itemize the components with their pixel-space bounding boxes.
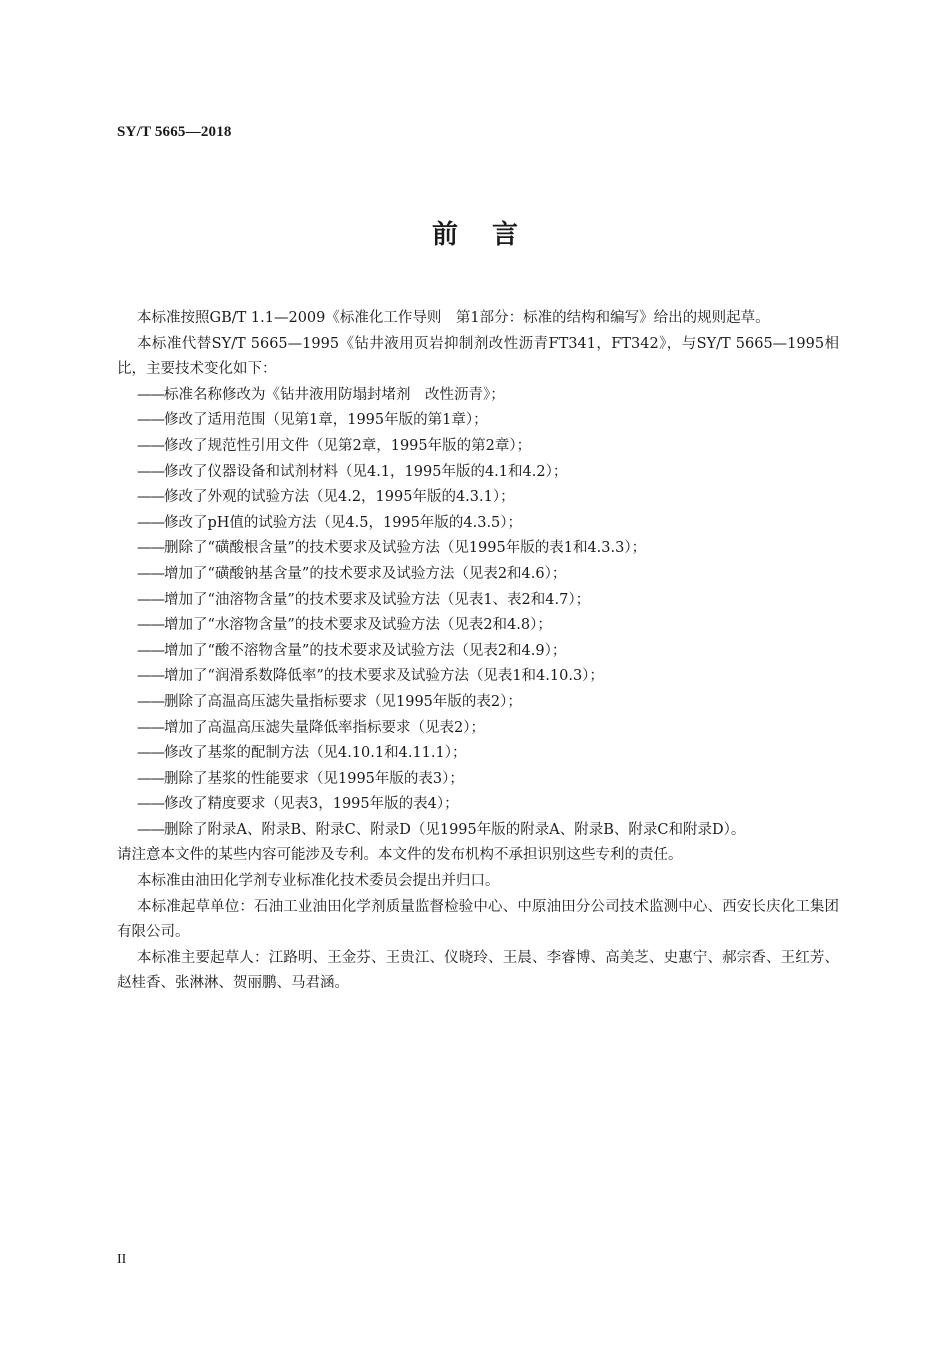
list-item-text: 修改了规范性引用文件（见第2章，1995年版的第2章）； xyxy=(164,437,532,454)
list-item xyxy=(117,818,839,844)
technical-changes-list xyxy=(117,383,839,844)
proposer-statement: 本标准由油田化学剂专业标准化技术委员会提出并归口。 xyxy=(137,873,500,890)
list-item-text: 标准名称修改为《钻井液用防塌封堵剂 改性沥青》； xyxy=(164,386,505,403)
list-item xyxy=(117,767,839,793)
list-item-text: 增加了“油溶物含量”的技术要求及试验方法（见表1、表2和4.7）； xyxy=(164,591,591,608)
list-dash: —— xyxy=(137,796,164,813)
list-item xyxy=(117,408,839,434)
list-dash: —— xyxy=(137,489,164,506)
list-dash: —— xyxy=(137,668,164,685)
patent-notice: 请注意本文件的某些内容可能涉及专利。本文件的发布机构不承担识别这些专利的责任。 xyxy=(117,847,683,864)
list-item xyxy=(117,716,839,742)
list-item-text: 增加了“酸不溶物含量”的技术要求及试验方法（见表2和4.9）； xyxy=(164,642,567,659)
list-dash: —— xyxy=(137,437,164,454)
list-item xyxy=(117,639,839,665)
list-item xyxy=(117,383,839,409)
list-dash: —— xyxy=(137,591,164,608)
list-dash: —— xyxy=(137,693,164,710)
page-number: II xyxy=(117,1252,127,1267)
list-dash: —— xyxy=(137,821,164,838)
list-item-text: 修改了仪器设备和试剂材料（见4.1，1995年版的4.1和4.2）； xyxy=(164,463,568,480)
list-item xyxy=(117,792,839,818)
list-item xyxy=(117,460,839,486)
list-dash: —— xyxy=(137,463,164,480)
list-item xyxy=(117,664,839,690)
list-item-text: 删除了高温高压滤失量指标要求（见1995年版的表2）； xyxy=(164,693,522,710)
list-item-text: 删除了基浆的性能要求（见1995年版的表3）； xyxy=(164,770,464,787)
list-item-text: 增加了“磺酸钠基含量”的技术要求及试验方法（见表2和4.6）； xyxy=(164,565,567,582)
list-item-text: 增加了高温高压滤失量降低率指标要求（见表2）； xyxy=(164,719,485,736)
list-item-text: 修改了精度要求（见表3，1995年版的表4）； xyxy=(164,796,459,813)
list-item xyxy=(117,511,839,537)
list-item xyxy=(117,434,839,460)
list-item xyxy=(117,588,839,614)
list-item xyxy=(117,485,839,511)
list-item xyxy=(117,562,839,588)
list-dash: —— xyxy=(137,540,164,557)
list-item-text: 删除了附录A、附录B、附录C、附录D（见1995年版的附录A、附录B、附录C和附录D）。 xyxy=(164,821,746,838)
list-item xyxy=(117,613,839,639)
foreword-body xyxy=(117,306,839,997)
page-title: 前言 xyxy=(431,220,552,250)
list-item xyxy=(117,536,839,562)
main-drafters: 本标准主要起草人：江路明、王金芬、王贵江、仪晓玲、王晨、李睿博、高美芝、史惠宁、郝宗香、王红芳、赵桂香、张淋淋、贺丽鹏、马君涵。 xyxy=(117,949,839,992)
list-item-text: 修改了外观的试验方法（见4.2，1995年版的4.3.1）； xyxy=(164,489,515,506)
list-item-text: 删除了“磺酸根含量”的技术要求及试验方法（见1995年版的表1和4.3.3）； xyxy=(164,540,647,557)
list-dash: —— xyxy=(137,719,164,736)
list-dash: —— xyxy=(137,617,164,634)
list-item xyxy=(117,741,839,767)
list-item-text: 增加了“水溶物含量”的技术要求及试验方法（见表2和4.8）； xyxy=(164,617,552,634)
list-item-text: 修改了基浆的配制方法（见4.10.1和4.11.1）； xyxy=(164,745,467,762)
list-item-text: 增加了“润滑系数降低率”的技术要求及试验方法（见表1和4.10.3）； xyxy=(164,668,604,685)
list-item xyxy=(117,690,839,716)
list-dash: —— xyxy=(137,745,164,762)
list-dash: —— xyxy=(137,386,164,403)
list-item-text: 修改了pH值的试验方法（见4.5，1995年版的4.3.5）； xyxy=(164,514,523,531)
replacement-paragraph: 本标准代替SY/T 5665—1995《钻井液用页岩抑制剂改性沥青FT341，FT342》，与SY/T 5665—1995相比，主要技术变化如下： xyxy=(117,335,839,378)
drafting-rules-paragraph: 本标准按照GB/T 1.1—2009《标准化工作导则 第1部分：标准的结构和编写》给出的规则起草。 xyxy=(137,310,770,326)
list-dash: —— xyxy=(137,770,164,787)
drafting-units: 本标准起草单位：石油工业油田化学剂质量监督检验中心、中原油田分公司技术监测中心、西安长庆化工集团有限公司。 xyxy=(117,898,839,941)
document-code: SY/T 5665—2018 xyxy=(117,124,232,140)
list-dash: —— xyxy=(137,642,164,659)
list-dash: —— xyxy=(137,565,164,582)
list-dash: —— xyxy=(137,514,164,531)
list-dash: —— xyxy=(137,412,164,429)
list-item-text: 修改了适用范围（见第1章，1995年版的第1章）； xyxy=(164,412,488,429)
